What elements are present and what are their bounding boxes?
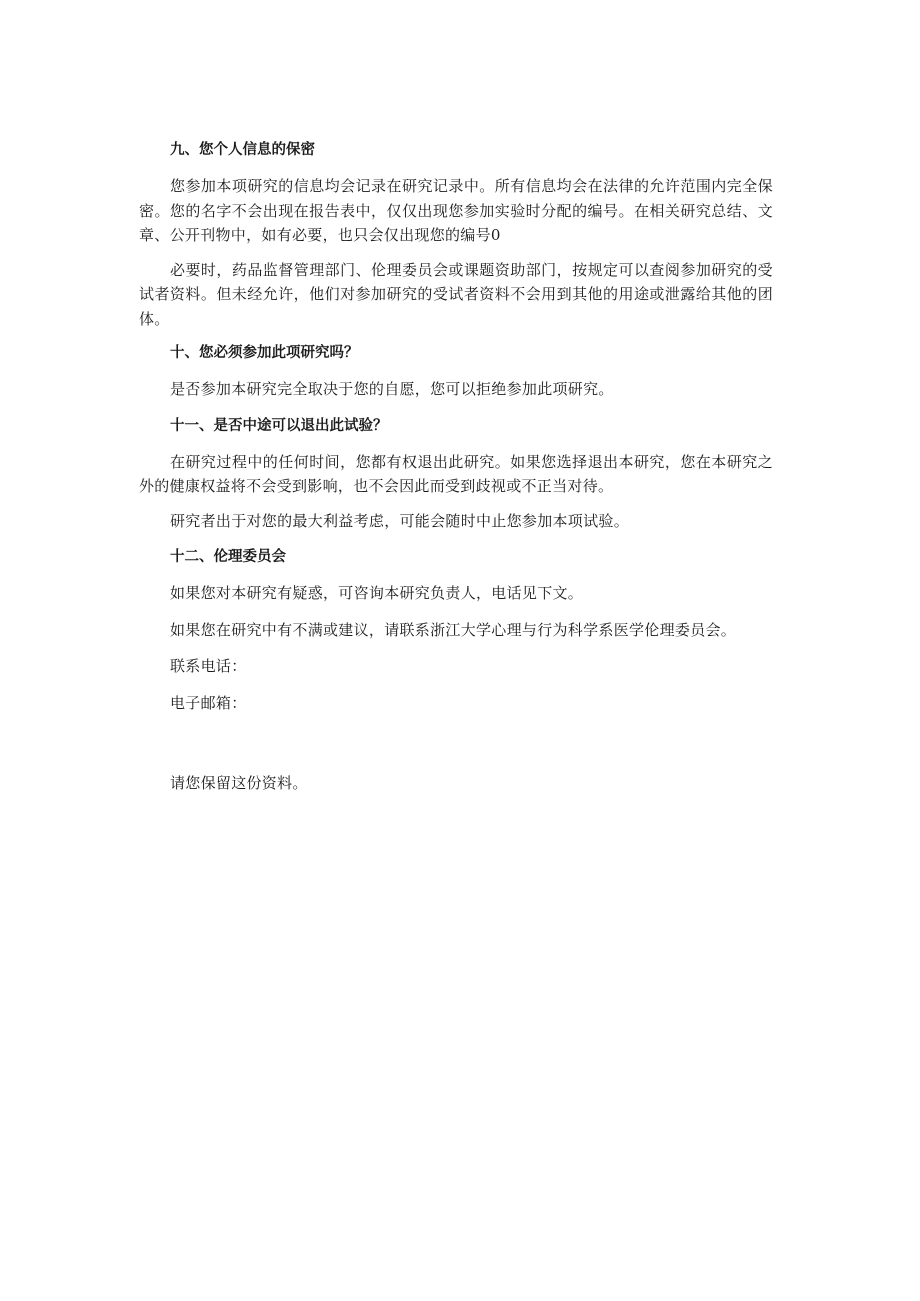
section-11-paragraph-1: 在研究过程中的任何时间，您都有权退出此研究。如果您选择退出本研究，您在本研究之外的健康权益将不会受到影响，也不会因此而受到歧视或不正当对待。: [139, 452, 773, 495]
contact-email-label: 电子邮箱：: [170, 693, 247, 712]
section-9-paragraph-2: 必要时，药品监督管理部门、伦理委员会或课题资助部门，按规定可以查阅参加研究的受试者资料。但未经允许，他们对参加研究的受试者资料不会用到其他的用途或泄露给其他的团体。: [139, 260, 773, 328]
section-9-paragraph-1: 您参加本项研究的信息均会记录在研究记录中。所有信息均会在法律的允许范围内完全保密。您的名字不会出现在报告表中，仅仅出现您参加实验时分配的编号。在相关研究总结、文章、公开刊物中，如有必要，也只会仅出现您的编号0: [139, 177, 773, 244]
contact-phone-label: 联系电话：: [170, 657, 247, 675]
section-11-heading: 十一、是否中途可以退出此试验？: [170, 417, 388, 434]
section-12-paragraph-2: 如果您在研究中有不满或建议，请联系浙江大学心理与行为科学系医学伦理委员会。: [170, 620, 737, 639]
section-10-paragraph-1: 是否参加本研究完全取决于您的自愿，您可以拒绝参加此项研究。: [170, 380, 614, 398]
spacer: [139, 727, 773, 771]
closing-note: 请您保留这份资料。: [170, 774, 308, 792]
section-12-heading: 十二、伦理委员会: [170, 549, 286, 565]
section-11-paragraph-2: 研究者出于对您的最大利益考虑，可能会随时中止您参加本项试验。: [170, 511, 630, 530]
section-12-paragraph-1: 如果您对本研究有疑惑，可咨询本研究负责人，电话见下文。: [170, 584, 584, 602]
document-body: [139, 138, 773, 808]
section-10-heading: 十、您必须参加此项研究吗？: [170, 345, 359, 361]
section-9-heading: 九、您个人信息的保密: [170, 142, 315, 158]
